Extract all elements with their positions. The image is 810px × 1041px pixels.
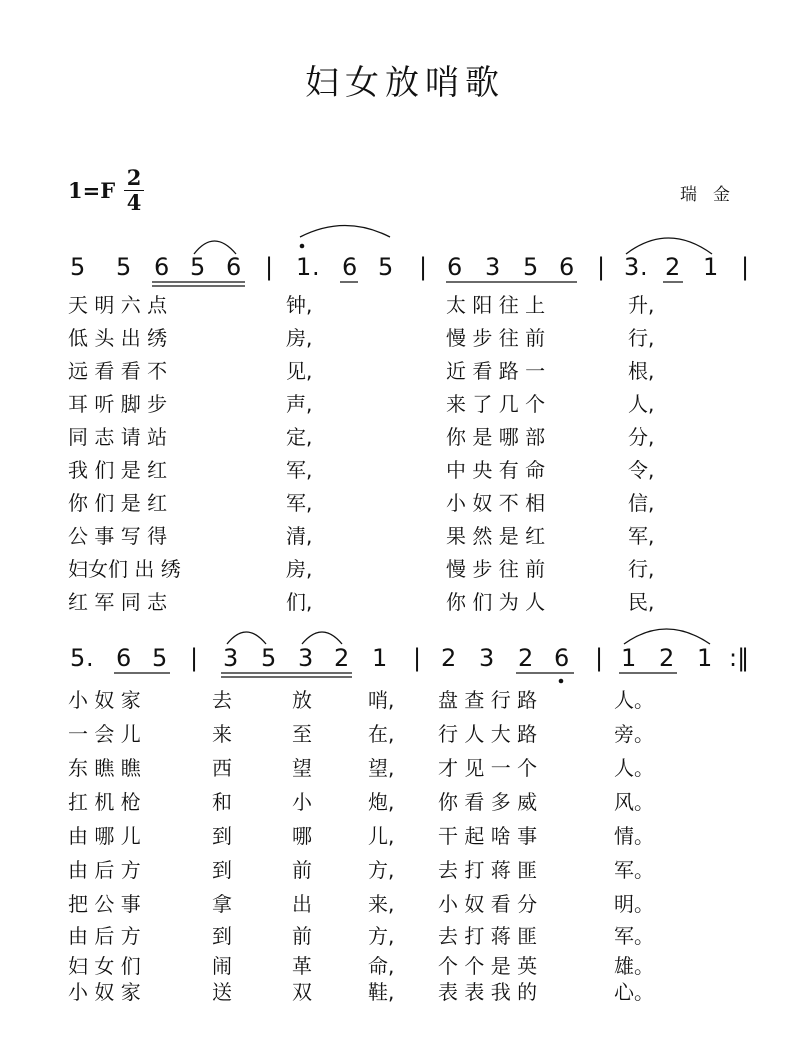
lyric-d: 行, (628, 557, 655, 581)
note: 5 (70, 644, 86, 672)
lyric-a: 远 看 看 不 (68, 359, 168, 383)
note: 5 (523, 253, 539, 281)
barline: | (597, 253, 606, 281)
lyric-f: 军。 (614, 924, 654, 948)
lyric-a: 由 哪 儿 (68, 824, 141, 848)
note: 5 (70, 253, 86, 281)
lyric-f: 风。 (614, 790, 654, 814)
barline: | (190, 644, 199, 672)
lyric-c: 太 阳 往 上 (446, 293, 546, 317)
lyric-d: 儿, (368, 824, 395, 848)
note: 3 (223, 644, 239, 672)
lyric-d: 方, (368, 924, 395, 948)
note: 1 (703, 253, 719, 281)
lyric-a: 小 奴 家 (68, 688, 141, 712)
lyric-b: 闹 (212, 954, 232, 978)
lyric-d: 命, (368, 954, 395, 978)
lyric-e: 个 个 是 英 (438, 954, 538, 978)
lyric-d: 人, (628, 392, 655, 416)
lyric-a: 天 明 六 点 (68, 293, 168, 317)
lyric-a: 你 们 是 红 (68, 491, 168, 515)
lyric-a: 公 事 写 得 (68, 524, 168, 548)
lyric-c: 出 (292, 892, 312, 916)
lyric-d: 望, (368, 756, 395, 780)
lyric-d: 分, (628, 425, 655, 449)
lyric-c: 你 们 为 人 (446, 590, 546, 614)
note: 1 (697, 644, 713, 672)
lyric-d: 来, (368, 892, 395, 916)
lyric-a: 把 公 事 (68, 892, 141, 916)
end-repeat: :‖ (729, 644, 750, 672)
lyric-e: 你 看 多 威 (438, 790, 538, 814)
lyric-e: 去 打 蒋 匪 (438, 924, 538, 948)
lyric-a: 小 奴 家 (68, 980, 141, 1004)
note: 3 (624, 253, 640, 281)
lyric-c: 近 看 路 一 (446, 359, 546, 383)
lyric-b: 军, (286, 458, 313, 482)
lyric-d: 信, (628, 491, 655, 515)
note: 5 (378, 253, 394, 281)
lyric-a: 耳 听 脚 步 (68, 392, 168, 416)
lyric-c: 小 奴 不 相 (446, 491, 546, 515)
lyric-d: 方, (368, 858, 395, 882)
note: 2 (659, 644, 675, 672)
lyric-e: 小 奴 看 分 (438, 892, 538, 916)
lyric-b: 们, (286, 590, 313, 614)
song-title: 妇女放哨歌 (305, 63, 505, 103)
lyric-d: 在, (368, 722, 395, 746)
note: 3 (479, 644, 495, 672)
lyric-b: 到 (212, 824, 232, 848)
lyric-a: 妇女们 出 绣 (68, 557, 181, 581)
lyric-a: 扛 机 枪 (68, 790, 141, 814)
note: 6 (226, 253, 242, 281)
barline: | (413, 644, 422, 672)
note: 1 (621, 644, 637, 672)
note: 5 (152, 644, 168, 672)
note: 3 (298, 644, 314, 672)
lyric-a: 低 头 出 绣 (68, 326, 168, 350)
lyric-a: 东 瞧 瞧 (68, 756, 141, 780)
note: 6 (154, 253, 170, 281)
lyric-c: 双 (292, 980, 312, 1004)
lyric-a: 我 们 是 红 (68, 458, 168, 482)
key-signature: 1=F (68, 178, 116, 203)
lyric-c: 前 (292, 924, 312, 948)
note: 6 (447, 253, 463, 281)
lyric-d: 行, (628, 326, 655, 350)
note: 2 (665, 253, 681, 281)
note: 5 (116, 253, 132, 281)
note: 2 (441, 644, 457, 672)
lyric-a: 由 后 方 (68, 858, 141, 882)
lyric-b: 到 (212, 924, 232, 948)
meter-top: 2 (126, 165, 142, 190)
lyric-c: 你 是 哪 部 (446, 425, 546, 449)
lyric-c: 来 了 几 个 (446, 392, 546, 416)
lyric-f: 军。 (614, 858, 654, 882)
lyric-c: 放 (292, 688, 312, 712)
note: 6 (116, 644, 132, 672)
lyric-c: 望 (292, 756, 312, 780)
note: 6 (554, 644, 570, 672)
lyric-f: 明。 (614, 892, 654, 916)
lyric-b: 钟, (286, 293, 313, 317)
lyric-b: 来 (212, 722, 232, 746)
lyric-c: 慢 步 往 前 (446, 326, 546, 350)
lyric-b: 到 (212, 858, 232, 882)
lyric-f: 人。 (614, 756, 654, 780)
lyric-c: 小 (292, 790, 312, 814)
lyric-c: 果 然 是 红 (446, 524, 546, 548)
lyric-d: 根, (628, 359, 655, 383)
lyric-b: 去 (212, 688, 232, 712)
lyric-c: 革 (292, 954, 312, 978)
lyric-c: 哪 (292, 824, 312, 848)
lyric-b: 送 (212, 980, 232, 1004)
lyric-b: 西 (212, 756, 232, 780)
lyric-a: 同 志 请 站 (68, 425, 168, 449)
meter-bottom: 4 (126, 190, 142, 215)
lyric-b: 清, (286, 524, 313, 548)
lyric-e: 干 起 啥 事 (438, 824, 538, 848)
lyric-c: 中 央 有 命 (446, 458, 546, 482)
lyric-d: 升, (628, 293, 655, 317)
lyric-b: 拿 (212, 892, 232, 916)
lyric-d: 炮, (368, 790, 395, 814)
barline: | (595, 644, 604, 672)
lyric-c: 前 (292, 858, 312, 882)
lyric-e: 才 见 一 个 (438, 756, 538, 780)
note: 6 (342, 253, 358, 281)
lyric-d: 鞋, (368, 980, 395, 1004)
lyric-e: 表 表 我 的 (438, 980, 538, 1004)
note: 6 (559, 253, 575, 281)
dot: . (86, 644, 94, 672)
lyric-c: 至 (292, 722, 312, 746)
lyric-f: 情。 (614, 824, 654, 848)
lyric-d: 令, (628, 458, 655, 482)
lyric-e: 去 打 蒋 匪 (438, 858, 538, 882)
note: 1 (372, 644, 388, 672)
barline: | (419, 253, 428, 281)
barline: | (265, 253, 274, 281)
lyric-f: 旁。 (614, 722, 654, 746)
lyric-f: 雄。 (614, 954, 654, 978)
lyric-b: 定, (286, 425, 313, 449)
lyric-b: 军, (286, 491, 313, 515)
lyric-b: 声, (286, 392, 313, 416)
lyric-f: 心。 (614, 980, 654, 1004)
lyric-b: 房, (286, 326, 313, 350)
barline: | (741, 253, 750, 281)
lyric-d: 军, (628, 524, 655, 548)
note: 2 (334, 644, 350, 672)
lyric-e: 行 人 大 路 (438, 722, 538, 746)
note: 2 (518, 644, 534, 672)
lyric-d: 哨, (368, 688, 395, 712)
dot: . (640, 253, 648, 281)
lyric-a: 红 军 同 志 (68, 590, 168, 614)
lyric-b: 见, (286, 359, 313, 383)
lyric-a: 妇 女 们 (68, 954, 141, 978)
note: 5 (190, 253, 206, 281)
composer: 瑞金 (680, 185, 746, 205)
lyric-b: 和 (212, 790, 232, 814)
note: 3 (485, 253, 501, 281)
lyric-d: 民, (628, 590, 655, 614)
lyric-b: 房, (286, 557, 313, 581)
lyric-a: 一 会 儿 (68, 722, 141, 746)
lyric-a: 由 后 方 (68, 924, 141, 948)
lyric-c: 慢 步 往 前 (446, 557, 546, 581)
note: 5 (261, 644, 277, 672)
note: 1 (296, 253, 312, 281)
dot: . (312, 253, 320, 281)
lyric-f: 人。 (614, 688, 654, 712)
lyric-e: 盘 查 行 路 (438, 688, 538, 712)
